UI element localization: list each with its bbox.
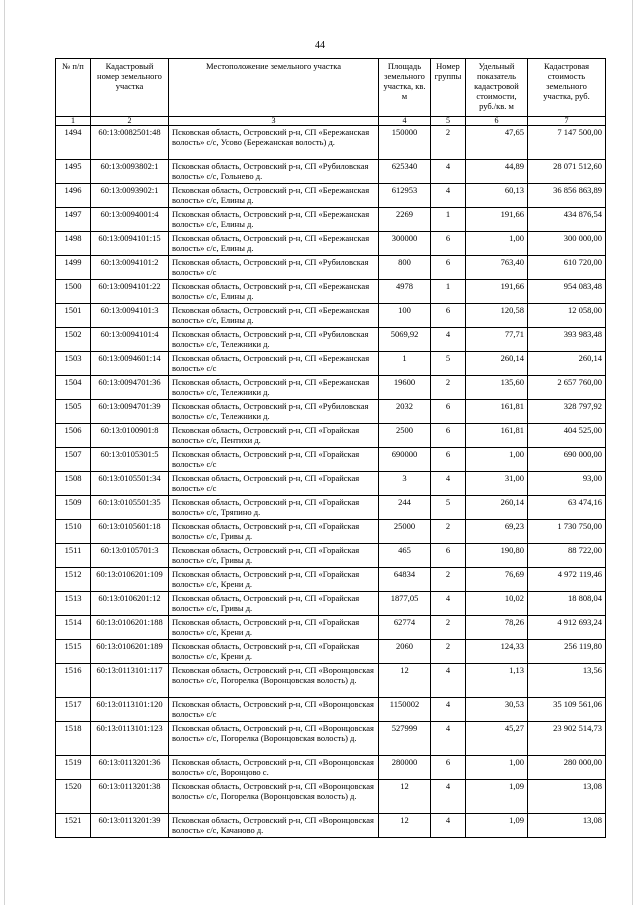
table-row [56,232,606,256]
cadastral-number: 60:13:0105701:3 [91,544,169,568]
cadastral-value: 12 058,00 [528,304,606,328]
specific-value: 161,81 [466,424,528,448]
area-value: 2500 [379,424,431,448]
group-number: 2 [431,616,466,640]
left-page-edge [4,0,5,905]
row-number: 1512 [56,568,91,592]
specific-value: 76,69 [466,568,528,592]
table-row [56,304,606,328]
right-page-edge [632,0,633,905]
area-value: 62774 [379,616,431,640]
area-value: 2060 [379,640,431,664]
group-number: 2 [431,126,466,160]
specific-value: 60,13 [466,184,528,208]
table-row [56,814,606,838]
header-specific-value: Удельный показатель кадастровой стоимости, руб./кв. м [466,59,528,117]
cadastral-number: 60:13:0113101:117 [91,664,169,698]
cadastral-value: 4 972 119,46 [528,568,606,592]
cadastral-number: 60:13:0094101:3 [91,304,169,328]
cadastral-value: 13,08 [528,780,606,814]
cadastral-number: 60:13:0113101:120 [91,698,169,722]
group-number: 6 [431,256,466,280]
row-number: 1502 [56,328,91,352]
group-number: 4 [431,328,466,352]
group-number: 4 [431,664,466,698]
table-row [56,592,606,616]
specific-value: 1,13 [466,664,528,698]
cadastral-value: 280 000,00 [528,756,606,780]
cadastral-number: 60:13:0113201:39 [91,814,169,838]
area-value: 5069,92 [379,328,431,352]
specific-value: 1,09 [466,814,528,838]
row-number: 1496 [56,184,91,208]
table-row [56,640,606,664]
header-row [56,59,606,117]
cadastral-value: 18 808,04 [528,592,606,616]
table-row [56,424,606,448]
specific-value: 45,27 [466,722,528,756]
row-number: 1519 [56,756,91,780]
row-number: 1494 [56,126,91,160]
table-row [56,256,606,280]
header-number: № п/п [56,59,91,117]
location: Псковская область, Островский р-н, СП «Бережанская волость» с/с, Усово (Бережанская волость) д. [169,126,379,160]
location: Псковская область, Островский р-н, СП «Горайская волость» с/с, Гривы д. [169,520,379,544]
cadastral-number: 60:13:0106201:12 [91,592,169,616]
cadastral-number: 60:13:0094701:36 [91,376,169,400]
table-row [56,126,606,160]
cadastral-number: 60:13:0094001:4 [91,208,169,232]
area-value: 2269 [379,208,431,232]
area-value: 150000 [379,126,431,160]
cadastral-value: 13,08 [528,814,606,838]
specific-value: 78,26 [466,616,528,640]
group-number: 4 [431,184,466,208]
table-row [56,698,606,722]
group-number: 6 [431,424,466,448]
row-number: 1521 [56,814,91,838]
cadastral-value: 260,14 [528,352,606,376]
location: Псковская область, Островский р-н, СП «Бережанская волость» с/с, Елины д. [169,304,379,328]
specific-value: 135,60 [466,376,528,400]
area-value: 4978 [379,280,431,304]
area-value: 1 [379,352,431,376]
area-value: 612953 [379,184,431,208]
group-number: 6 [431,304,466,328]
row-number: 1520 [56,780,91,814]
cadastral-number: 60:13:0094601:14 [91,352,169,376]
location: Псковская область, Островский р-н, СП «Рубиловская волость» с/с, Тележники д. [169,328,379,352]
group-number: 4 [431,160,466,184]
table-row [56,400,606,424]
cadastral-number: 60:13:0105501:34 [91,472,169,496]
group-number: 4 [431,592,466,616]
cadastral-value: 610 720,00 [528,256,606,280]
cadastre-table [55,58,606,838]
cadastral-number: 60:13:0082501:48 [91,126,169,160]
cadastral-value: 393 983,48 [528,328,606,352]
header-cadastral-value: Кадастровая стоимость земельного участка, руб. [528,59,606,117]
specific-value: 763,40 [466,256,528,280]
group-number: 1 [431,208,466,232]
specific-value: 191,66 [466,280,528,304]
row-number: 1516 [56,664,91,698]
cadastral-number: 60:13:0113101:123 [91,722,169,756]
cadastral-number: 60:13:0105301:5 [91,448,169,472]
group-number: 6 [431,544,466,568]
row-number: 1503 [56,352,91,376]
cadastral-value: 23 902 514,73 [528,722,606,756]
row-number: 1508 [56,472,91,496]
header-group: Номер группы [431,59,466,117]
row-number: 1511 [56,544,91,568]
area-value: 625340 [379,160,431,184]
area-value: 465 [379,544,431,568]
row-number: 1495 [56,160,91,184]
cadastral-value: 256 119,80 [528,640,606,664]
area-value: 19600 [379,376,431,400]
header-location: Местоположение земельного участка [169,59,379,117]
location: Псковская область, Островский р-н, СП «Горайская волость» с/с, Крени д. [169,616,379,640]
location: Псковская область, Островский р-н, СП «Горайская волость» с/с, Гривы д. [169,544,379,568]
cadastral-number: 60:13:0113201:38 [91,780,169,814]
cadastral-value: 328 797,92 [528,400,606,424]
area-value: 800 [379,256,431,280]
specific-value: 31,00 [466,472,528,496]
row-number: 1501 [56,304,91,328]
specific-value: 1,00 [466,232,528,256]
cadastral-number: 60:13:0106201:188 [91,616,169,640]
location: Псковская область, Островский р-н, СП «Рубиловская волость» с/с, Тележники д. [169,400,379,424]
column-number: 3 [169,117,379,126]
page-number: 44 [315,40,325,51]
cadastral-number: 60:13:0093802:1 [91,160,169,184]
location: Псковская область, Островский р-н, СП «Горайская волость» с/с, Пентихи д. [169,424,379,448]
area-value: 64834 [379,568,431,592]
header-cadastral-number: Кадастровый номер земельного участка [91,59,169,117]
area-value: 527999 [379,722,431,756]
row-number: 1513 [56,592,91,616]
area-value: 1877,05 [379,592,431,616]
table-row [56,160,606,184]
column-number: 4 [379,117,431,126]
specific-value: 44,89 [466,160,528,184]
location: Псковская область, Островский р-н, СП «Рубиловская волость» с/с [169,256,379,280]
cadastral-number: 60:13:0094101:22 [91,280,169,304]
specific-value: 69,23 [466,520,528,544]
area-value: 2032 [379,400,431,424]
cadastral-value: 63 474,16 [528,496,606,520]
cadastral-value: 300 000,00 [528,232,606,256]
row-number: 1505 [56,400,91,424]
location: Псковская область, Островский р-н, СП «Бережанская волость» с/с, Елины д. [169,280,379,304]
location: Псковская область, Островский р-н, СП «Воронцовская волость» с/с, Качаново д. [169,814,379,838]
table-row [56,376,606,400]
cadastral-value: 2 657 760,00 [528,376,606,400]
table-row [56,722,606,756]
group-number: 6 [431,400,466,424]
row-number: 1504 [56,376,91,400]
row-number: 1518 [56,722,91,756]
specific-value: 161,81 [466,400,528,424]
table-row [56,472,606,496]
table-row [56,280,606,304]
cadastral-value: 36 856 863,89 [528,184,606,208]
group-number: 5 [431,496,466,520]
location: Псковская область, Островский р-н, СП «Горайская волость» с/с, Тряпино д. [169,496,379,520]
group-number: 4 [431,814,466,838]
cadastral-value: 434 876,54 [528,208,606,232]
area-value: 12 [379,780,431,814]
specific-value: 260,14 [466,496,528,520]
table-row [56,520,606,544]
row-number: 1515 [56,640,91,664]
location: Псковская область, Островский р-н, СП «Горайская волость» с/с [169,472,379,496]
cadastral-value: 35 109 561,06 [528,698,606,722]
cadastral-number: 60:13:0094101:4 [91,328,169,352]
location: Псковская область, Островский р-н, СП «Горайская волость» с/с, Крени д. [169,568,379,592]
row-number: 1497 [56,208,91,232]
row-number: 1517 [56,698,91,722]
column-number-row [56,117,606,126]
cadastral-number: 60:13:0105601:18 [91,520,169,544]
cadastral-number: 60:13:0105501:35 [91,496,169,520]
row-number: 1498 [56,232,91,256]
specific-value: 124,33 [466,640,528,664]
table-body [56,126,606,838]
cadastral-value: 4 912 693,24 [528,616,606,640]
header-area: Площадь земельного участка, кв. м [379,59,431,117]
cadastral-value: 7 147 500,00 [528,126,606,160]
specific-value: 190,80 [466,544,528,568]
cadastral-number: 60:13:0094701:39 [91,400,169,424]
cadastral-number: 60:13:0100901:8 [91,424,169,448]
location: Псковская область, Островский р-н, СП «Воронцовская волость» с/с, Погорелка (Воронцовская волость) д. [169,664,379,698]
cadastral-value: 88 722,00 [528,544,606,568]
table-row [56,756,606,780]
row-number: 1500 [56,280,91,304]
table-row [56,544,606,568]
cadastral-number: 60:13:0093902:1 [91,184,169,208]
location: Псковская область, Островский р-н, СП «Горайская волость» с/с, Крени д. [169,640,379,664]
cadastral-number: 60:13:0106201:189 [91,640,169,664]
table-row [56,184,606,208]
location: Псковская область, Островский р-н, СП «Рубиловская волость» с/с, Гольнево д. [169,160,379,184]
area-value: 25000 [379,520,431,544]
table-row [56,496,606,520]
group-number: 2 [431,640,466,664]
column-number: 2 [91,117,169,126]
table-row [56,780,606,814]
cadastral-value: 28 071 512,60 [528,160,606,184]
location: Псковская область, Островский р-н, СП «Воронцовская волость» с/с [169,698,379,722]
cadastral-value: 93,00 [528,472,606,496]
cadastral-value: 690 000,00 [528,448,606,472]
table-row [56,448,606,472]
group-number: 2 [431,568,466,592]
specific-value: 1,00 [466,448,528,472]
table-row [56,568,606,592]
group-number: 2 [431,520,466,544]
location: Псковская область, Островский р-н, СП «Горайская волость» с/с, Гривы д. [169,592,379,616]
area-value: 100 [379,304,431,328]
group-number: 4 [431,698,466,722]
location: Псковская область, Островский р-н, СП «Воронцовская волость» с/с, Погорелка (Воронцовская волость) д. [169,780,379,814]
area-value: 1150002 [379,698,431,722]
group-number: 2 [431,376,466,400]
location: Псковская область, Островский р-н, СП «Бережанская волость» с/с, Елины д. [169,208,379,232]
group-number: 4 [431,780,466,814]
column-number: 7 [528,117,606,126]
cadastral-number: 60:13:0094101:15 [91,232,169,256]
group-number: 6 [431,756,466,780]
group-number: 4 [431,472,466,496]
location: Псковская область, Островский р-н, СП «Бережанская волость» с/с, Елины д. [169,184,379,208]
specific-value: 30,53 [466,698,528,722]
area-value: 244 [379,496,431,520]
location: Псковская область, Островский р-н, СП «Воронцовская волость» с/с, Погорелка (Воронцовская волость) д. [169,722,379,756]
row-number: 1509 [56,496,91,520]
area-value: 12 [379,664,431,698]
group-number: 6 [431,232,466,256]
specific-value: 120,58 [466,304,528,328]
table-row [56,328,606,352]
cadastral-value: 954 083,48 [528,280,606,304]
specific-value: 77,71 [466,328,528,352]
table-row [56,616,606,640]
cadastral-number: 60:13:0094101:2 [91,256,169,280]
area-value: 690000 [379,448,431,472]
row-number: 1499 [56,256,91,280]
area-value: 12 [379,814,431,838]
column-number: 5 [431,117,466,126]
cadastral-value: 404 525,00 [528,424,606,448]
location: Псковская область, Островский р-н, СП «Бережанская волость» с/с, Тележники д. [169,376,379,400]
group-number: 6 [431,448,466,472]
group-number: 4 [431,722,466,756]
table-row [56,352,606,376]
specific-value: 1,00 [466,756,528,780]
row-number: 1514 [56,616,91,640]
area-value: 3 [379,472,431,496]
table-row [56,208,606,232]
specific-value: 47,65 [466,126,528,160]
location: Псковская область, Островский р-н, СП «Бережанская волость» с/с, Елины д. [169,232,379,256]
row-number: 1506 [56,424,91,448]
cadastral-number: 60:13:0106201:109 [91,568,169,592]
column-number: 6 [466,117,528,126]
area-value: 300000 [379,232,431,256]
specific-value: 10,02 [466,592,528,616]
table-row [56,664,606,698]
location: Псковская область, Островский р-н, СП «Воронцовская волость» с/с, Воронцово с. [169,756,379,780]
cadastral-number: 60:13:0113201:36 [91,756,169,780]
column-number: 1 [56,117,91,126]
location: Псковская область, Островский р-н, СП «Бережанская волость» с/с [169,352,379,376]
area-value: 280000 [379,756,431,780]
group-number: 1 [431,280,466,304]
specific-value: 191,66 [466,208,528,232]
cadastral-value: 1 730 750,00 [528,520,606,544]
specific-value: 260,14 [466,352,528,376]
cadastral-value: 13,56 [528,664,606,698]
row-number: 1510 [56,520,91,544]
row-number: 1507 [56,448,91,472]
group-number: 5 [431,352,466,376]
location: Псковская область, Островский р-н, СП «Горайская волость» с/с [169,448,379,472]
specific-value: 1,09 [466,780,528,814]
